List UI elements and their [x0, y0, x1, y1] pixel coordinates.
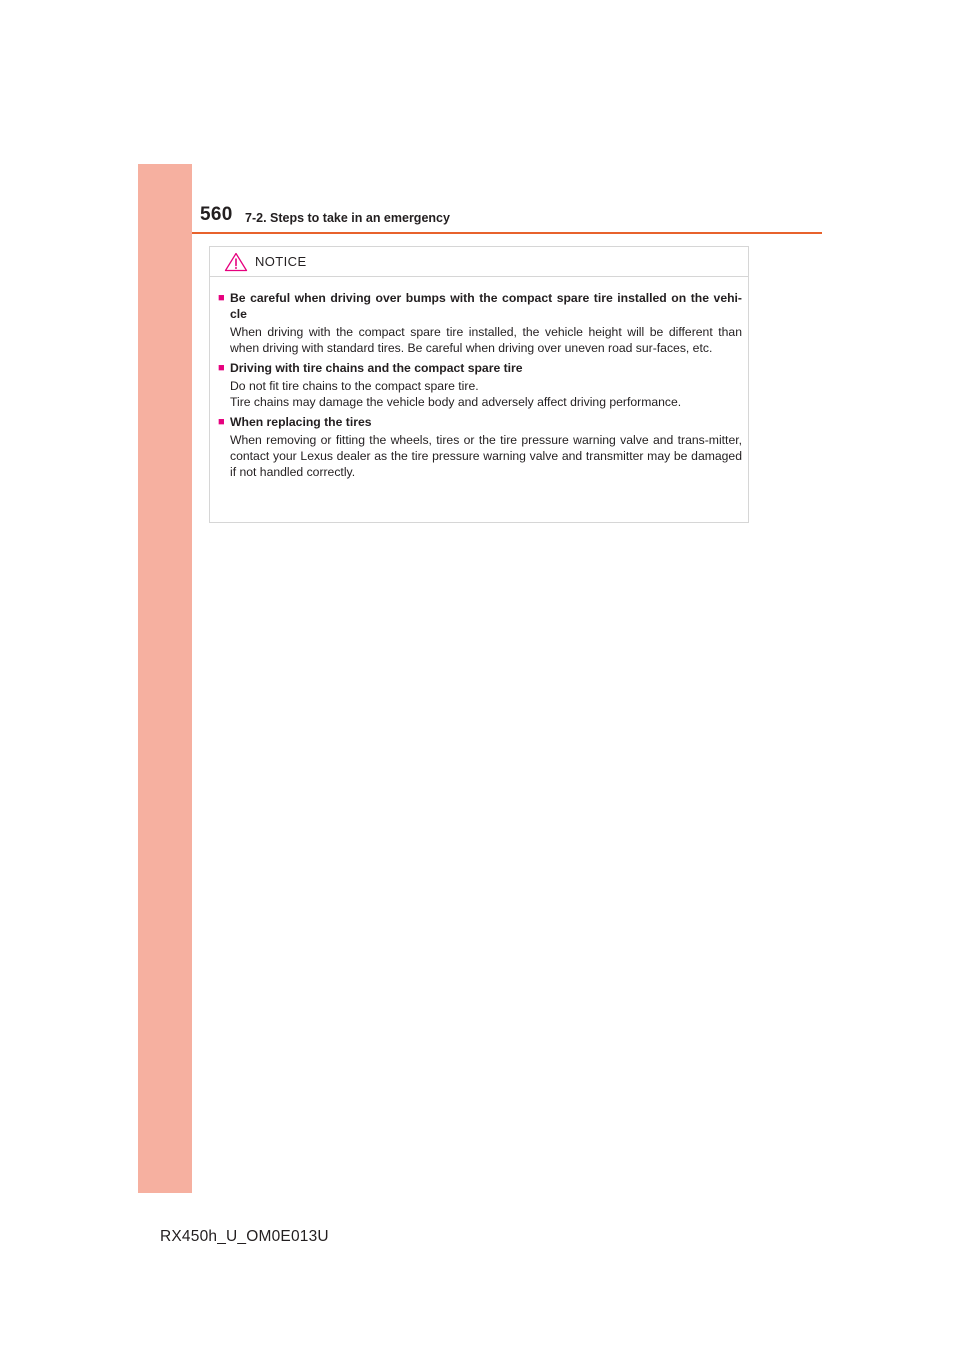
notice-item: [218, 414, 742, 480]
notice-item-text: Do not fit tire chains to the compact spare tire.: [230, 379, 479, 393]
notice-header: [210, 247, 748, 277]
notice-item-text: Tire chains may damage the vehicle body and adversely affect driving performance.: [230, 395, 682, 409]
square-bullet-icon: ■: [218, 362, 225, 374]
notice-item-text: When driving with the compact spare tire installed, the vehicle height will be different than when driving with standard tires. Be careful when driving over uneven road sur-faces, etc.: [230, 325, 742, 355]
square-bullet-icon: ■: [218, 292, 225, 304]
notice-item: [218, 290, 742, 356]
section-title: 7-2. Steps to take in an emergency: [245, 211, 450, 225]
notice-item: [218, 360, 742, 410]
notice-body: [218, 290, 742, 484]
notice-label: NOTICE: [255, 254, 307, 269]
notice-item-heading: When replacing the tires: [230, 415, 372, 429]
page-number: 560: [200, 204, 233, 225]
header-rule: [192, 232, 822, 234]
notice-box: [209, 246, 749, 523]
notice-item-heading: Be careful when driving over bumps with the compact spare tire installed on the vehi-cle: [230, 291, 742, 321]
warning-triangle-icon: [224, 252, 248, 272]
notice-item-text: When removing or fitting the wheels, tires or the tire pressure warning valve and trans-mitter, contact your Lexus dealer as the tire pressure warning valve and transmitter may be damaged if not handled correctly.: [230, 433, 742, 479]
square-bullet-icon: ■: [218, 416, 225, 428]
side-tab-band: [138, 164, 192, 1193]
notice-item-heading: Driving with tire chains and the compact spare tire: [230, 361, 523, 375]
manual-code: RX450h_U_OM0E013U: [160, 1228, 329, 1245]
